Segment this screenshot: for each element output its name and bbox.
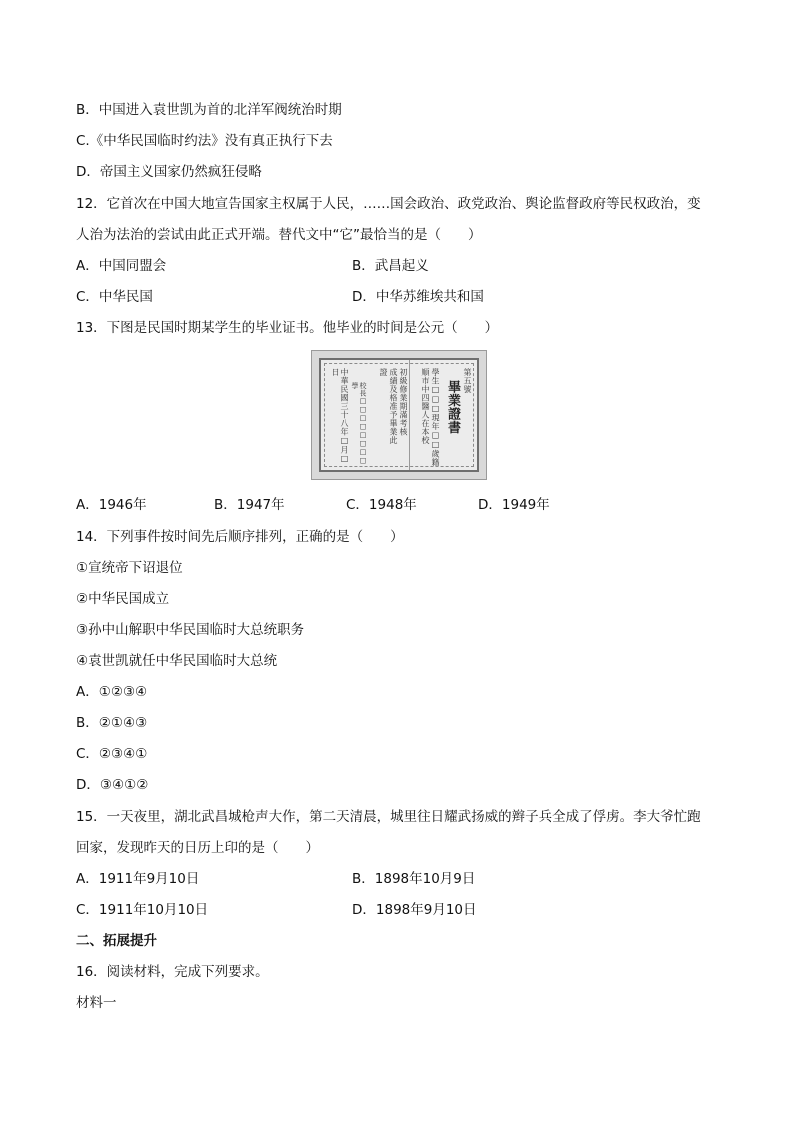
q12-stem-line1: 12．它首次在中国大地宣告国家主权属于人民，……国会政治、政党政治、舆论监督政府等民权政治，变: [76, 196, 701, 212]
certificate-col4: 成績及格准予畢業此: [389, 368, 398, 445]
q14-option-d: D．③④①②: [76, 777, 149, 793]
certificate-number: 第五號: [463, 368, 472, 394]
q14-option-b: B．②①④③: [76, 715, 148, 731]
section-heading: 二、拓展提升: [76, 933, 157, 949]
q13-option-c: C．1948年: [346, 497, 417, 513]
q15-stem-line1: 15．一天夜里，湖北武昌城枪声大作，第二天清晨，城里往日耀武扬威的辫子兵全成了俘虏。李大爷忙跑: [76, 809, 701, 825]
certificate-title: 畢業證書: [445, 380, 460, 434]
q14-option-c: C．②③④①: [76, 746, 148, 762]
q15-option-c: C．1911年10月10日: [76, 902, 209, 918]
certificate-col1: 學生□□□現年□□歲籍: [431, 368, 440, 467]
q12-option-b: B．武昌起义: [352, 258, 429, 274]
material-1-label: 材料一: [76, 995, 117, 1011]
q16-stem: 16．阅读材料，完成下列要求。: [76, 964, 269, 980]
q13-option-a: A．1946年: [76, 497, 147, 513]
q14-event-3: ③孙中山解职中华民国临时大总统职务: [76, 622, 305, 638]
q12-stem-line2: 人治为法治的尝试由此正式开端。替代文中“它”最恰当的是（ ）: [76, 227, 482, 243]
q14-stem: 14．下列事件按时间先后顺序排列，正确的是（ ）: [76, 529, 404, 545]
certificate-date: 中華民國三十八年□月□日: [331, 368, 349, 464]
certificate-col2: 順市中四醫人在本校: [421, 368, 430, 445]
q14-event-1: ①宣统帝下诏退位: [76, 560, 183, 576]
certificate-school: 校長□□□□□□□□學: [351, 382, 367, 465]
q11-option-b: B．中国进入袁世凯为首的北洋军阀统治时期: [76, 102, 342, 118]
q13-stem: 13．下图是民国时期某学生的毕业证书。他毕业的时间是公元（ ）: [76, 320, 499, 336]
q15-option-b: B．1898年10月9日: [352, 871, 476, 887]
certificate-col3: 初級修業期滿考核: [399, 368, 408, 436]
q11-option-d: D．帝国主义国家仍然疯狂侵略: [76, 164, 262, 180]
q12-option-a: A．中国同盟会: [76, 258, 167, 274]
q13-option-d: D．1949年: [478, 497, 550, 513]
graduation-certificate-image: [311, 350, 487, 480]
q12-option-d: D．中华苏维埃共和国: [352, 289, 484, 305]
q12-option-c: C．中华民国: [76, 289, 153, 305]
q15-stem-line2: 回家，发现昨天的日历上印的是（ ）: [76, 840, 319, 856]
q15-option-d: D．1898年9月10日: [352, 902, 477, 918]
q15-option-a: A．1911年9月10日: [76, 871, 200, 887]
q14-option-a: A．①②③④: [76, 684, 148, 700]
certificate-col5: 證: [379, 368, 388, 377]
q14-event-4: ④袁世凯就任中华民国临时大总统: [76, 653, 278, 669]
q14-event-2: ②中华民国成立: [76, 591, 170, 607]
q11-option-c: C.《中华民国临时约法》没有真正执行下去: [76, 133, 333, 149]
q13-option-b: B．1947年: [214, 497, 285, 513]
